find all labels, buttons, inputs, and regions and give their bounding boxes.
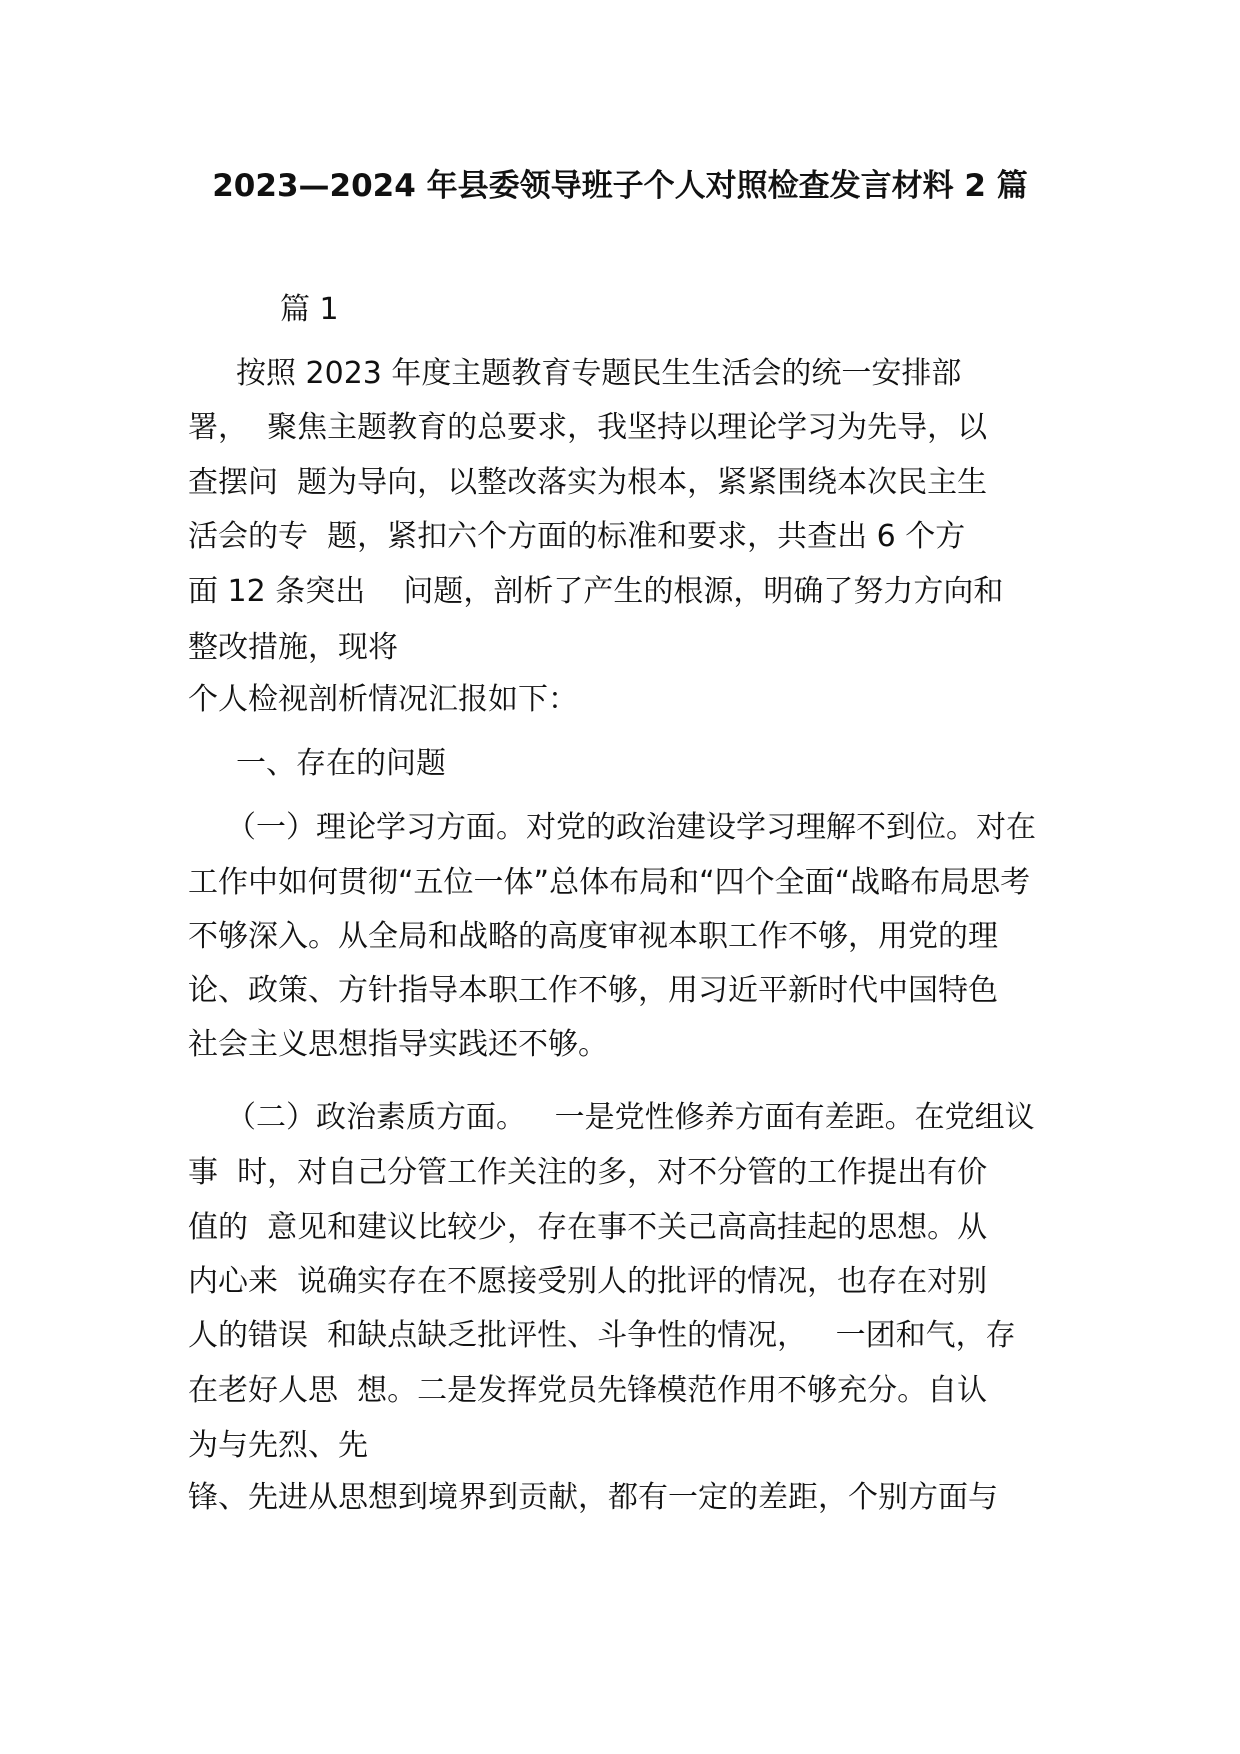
paragraph-line: 事 时，对自己分管工作关注的多，对不分管的工作提出有价 [188,1155,988,1190]
paragraph-line: 工作中如何贯彻“五位一体”总体布局和“四个全面“战略布局思考 [188,865,1031,900]
paragraph-line: 署， 聚焦主题教育的总要求，我坚持以理论学习为先导，以 [188,410,988,445]
paragraph-line: 人的错误 和缺点缺乏批评性、斗争性的情况， 一团和气，存 [188,1318,1016,1353]
paragraph-line: 按照 2023 年度主题教育专题民生生活会的统一安排部 [236,356,962,391]
paragraph-line: 活会的专 题，紧扣六个方面的标准和要求，共查出 6 个方 [188,519,966,554]
paragraph-line: 值的 意见和建议比较少，存在事不关己高高挂起的思想。从 [188,1210,988,1245]
section-heading: 一、存在的问题 [236,746,446,781]
paragraph-line: 个人检视剖析情况汇报如下： [188,682,578,717]
paragraph-line: （一）理论学习方面。对党的政治建设学习理解不到位。对在 [226,810,1036,845]
paragraph-line: 为与先烈、先 [188,1428,368,1463]
paragraph-line: 查摆问 题为导向，以整改落实为根本，紧紧围绕本次民主生 [188,465,988,500]
paragraph-line: 内心来 说确实存在不愿接受别人的批评的情况，也存在对别 [188,1264,988,1299]
paragraph-line: （二）政治素质方面。 一是党性修养方面有差距。在党组议 [226,1100,1035,1135]
document-title: 2023—2024 年县委领导班子个人对照检查发言材料 2 篇 [212,168,1028,204]
section-label: 篇 1 [280,292,339,327]
paragraph-line: 不够深入。从全局和战略的高度审视本职工作不够，用党的理 [188,919,998,954]
paragraph-line: 面 12 条突出 问题，剖析了产生的根源，明确了努力方向和 [188,574,1004,609]
paragraph-line: 锋、先进从思想到境界到贡献，都有一定的差距，个别方面与 [188,1480,998,1515]
paragraph-line: 论、政策、方针指导本职工作不够，用习近平新时代中国特色 [188,973,998,1008]
paragraph-line: 整改措施，现将 [188,630,398,665]
paragraph-line: 在老好人思 想。二是发挥党员先锋模范作用不够充分。自认 [188,1373,988,1408]
paragraph-line: 社会主义思想指导实践还不够。 [188,1027,608,1062]
